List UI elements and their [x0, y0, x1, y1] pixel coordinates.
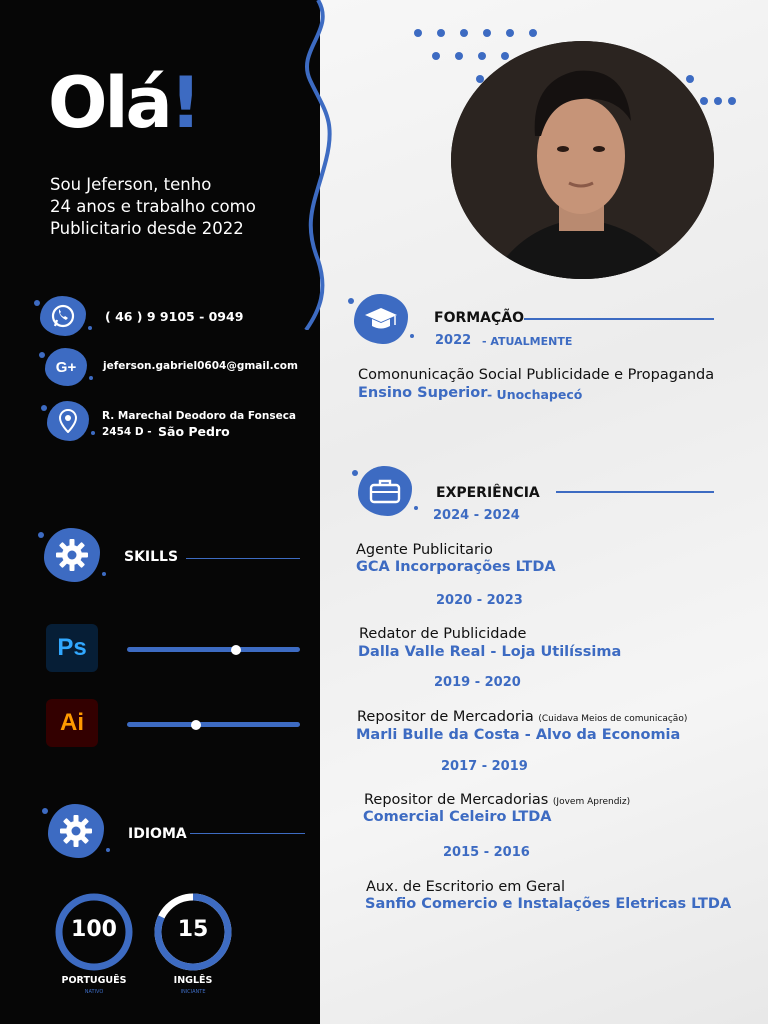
- wave-decoration: [296, 0, 346, 330]
- education-school: - Unochapecó: [487, 387, 583, 402]
- job-role: Aux. de Escritorio em Geral: [366, 879, 566, 895]
- greeting-heading: Olá!: [48, 62, 199, 144]
- job-company: Dalla Valle Real - Loja Utilíssima: [358, 644, 622, 660]
- education-end: - ATUALMENTE: [482, 335, 573, 348]
- photoshop-slider-knob[interactable]: [231, 645, 241, 655]
- email-address[interactable]: jeferson.gabriel0604@gmail.com: [103, 360, 298, 372]
- language-divider: [190, 833, 305, 834]
- whatsapp-icon: [40, 296, 86, 336]
- experience-divider: [556, 491, 714, 493]
- gear-icon: [48, 804, 104, 858]
- job-years: 2020 - 2023: [436, 593, 523, 608]
- job-role: Repositor de Mercadoria (Cuidava Meios de comunicação): [357, 709, 688, 725]
- profile-photo: [451, 41, 714, 279]
- job-company: GCA Incorporações LTDA: [356, 559, 556, 575]
- job-years: 2017 - 2019: [441, 759, 528, 774]
- portuguese-level: NATIVO: [84, 989, 104, 995]
- graduation-cap-icon: [354, 294, 408, 344]
- job-company: Marli Bulle da Costa - Alvo da Economia: [356, 727, 681, 743]
- education-course: Comonunicação Social Publicidade e Propaganda: [358, 367, 715, 383]
- photoshop-icon: Ps: [46, 624, 98, 672]
- intro-text: Sou Jeferson, tenho 24 anos e trabalho como Publicitario desde 2022: [50, 175, 256, 238]
- location-pin-icon: [47, 401, 89, 441]
- briefcase-icon: [358, 466, 412, 516]
- address-line-1: R. Marechal Deodoro da Fonseca: [102, 410, 296, 422]
- portuguese-label: PORTUGUÊS: [61, 975, 127, 986]
- language-title: IDIOMA: [128, 826, 187, 842]
- job-company: Comercial Celeiro LTDA: [363, 809, 552, 825]
- illustrator-icon: Ai: [46, 699, 98, 747]
- education-divider: [524, 318, 714, 320]
- phone-number[interactable]: ( 46 ) 9 9105 - 0949: [105, 309, 244, 324]
- job-years: 2019 - 2020: [434, 675, 521, 690]
- job-role: Repositor de Mercadorias (Jovem Aprendiz): [364, 792, 631, 808]
- job-years: 2024 - 2024: [433, 508, 520, 523]
- english-value: 15: [177, 917, 209, 942]
- gear-icon: [44, 528, 100, 582]
- photoshop-skill-slider[interactable]: [127, 647, 300, 652]
- address-city: São Pedro: [158, 424, 230, 439]
- english-level: INICIANTE: [180, 989, 206, 995]
- education-title: FORMAÇÃO: [434, 310, 525, 326]
- job-role: Redator de Publicidade: [359, 626, 527, 642]
- job-role: Agente Publicitario: [356, 542, 493, 558]
- skills-divider: [186, 558, 300, 559]
- illustrator-skill-slider[interactable]: [127, 722, 300, 727]
- education-level: Ensino Superior: [358, 385, 488, 401]
- illustrator-slider-knob[interactable]: [191, 720, 201, 730]
- english-label: INGLÊS: [173, 975, 213, 986]
- portuguese-value: 100: [71, 917, 117, 942]
- sidebar: [0, 0, 320, 1024]
- skills-title: SKILLS: [124, 549, 179, 565]
- education-start: 2022: [435, 333, 472, 348]
- job-company: Sanfio Comercio e Instalações Eletricas LTDA: [365, 896, 732, 912]
- google-plus-icon: G+: [45, 348, 87, 386]
- experience-title: EXPERIÊNCIA: [436, 485, 540, 501]
- address-number: 2454 D -: [102, 426, 152, 438]
- job-years: 2015 - 2016: [443, 845, 530, 860]
